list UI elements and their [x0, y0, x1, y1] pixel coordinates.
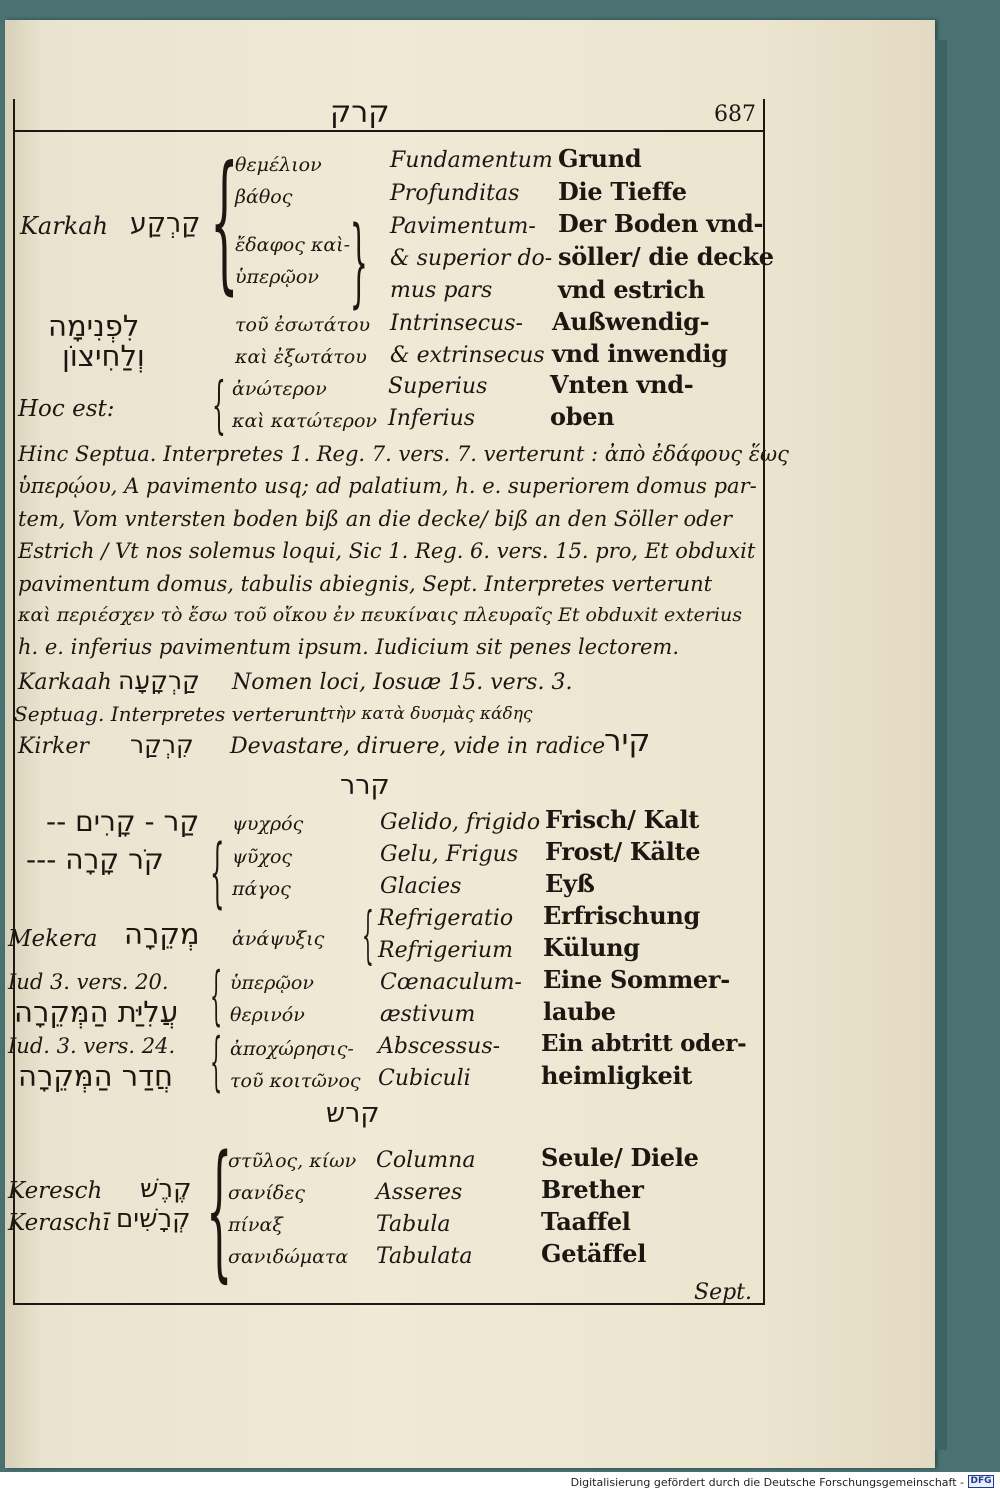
mekera-latin-2: Refrigerium — [378, 938, 513, 963]
entry2-hebrew-1: לִפְנִימָה — [48, 309, 140, 343]
qrsh-hebrew-2: קְרָשִׁים — [116, 1204, 191, 1234]
mekera-hebrew: מְקֵרָה — [124, 917, 200, 951]
entry1-german-5: vnd estrich — [558, 275, 705, 304]
iud1-latin-2: æstivum — [380, 1002, 476, 1027]
header-rule — [13, 130, 765, 132]
qrr-row1-hebrew: קַר - קָרִים -- — [46, 805, 200, 838]
entry2-latin-2: & extrinsecus — [390, 343, 545, 368]
qrsh-latin-1: Columna — [376, 1148, 476, 1173]
entry1-latin-4: & superior do- — [390, 246, 553, 271]
entry2-german-2: vnd inwendig — [552, 339, 728, 368]
qrsh-greek-1: στῦλος, κίων — [228, 1150, 357, 1172]
qrsh-german-3: Taaffel — [541, 1207, 631, 1236]
entry2-greek-2: καὶ ἐξωτάτου — [235, 346, 367, 368]
iud1-hebrew: עֲלִיַּת הַמְּקֵרָה — [14, 995, 179, 1029]
iud1-latin-1: Cœnaculum- — [380, 970, 522, 995]
qrsh-hebrew-1: קֶרֶשׁ — [140, 1174, 192, 1204]
paragraph-line-3: tem, Vom vntersten boden biß an die decke/ biß an den Söller oder — [18, 507, 733, 531]
entry2-hebrew-2: וְלַחִיצוֹן — [62, 339, 145, 373]
footer-credit: Digitalisierung gefördert durch die Deutsche Forschungsgemeinschaft - — [570, 1476, 964, 1489]
entry1-german-4: söller/ die decke — [558, 242, 774, 271]
iud2-hebrew: חֲדַר הַמְּקֵרָה — [18, 1059, 173, 1093]
qrsh-latin-3: Tabula — [376, 1212, 451, 1237]
entry3-german-1: Vnten vnd- — [550, 370, 694, 399]
entry2-latin-1: Intrinsecus- — [390, 311, 523, 336]
qrsh-greek-4: σανιδώματα — [228, 1246, 349, 1268]
iud1-brace: { — [210, 959, 223, 1033]
paragraph-line-4: Estrich / Vt nos solemus loqui, Sic 1. Reg. 6. vers. 15. pro, Et obduxit — [18, 539, 756, 563]
iud1-greek-2: θερινόν — [230, 1004, 305, 1026]
mekera-german-1: Erfrischung — [543, 901, 700, 930]
qrsh-brace: { — [206, 1124, 233, 1296]
entry3-latin-1: Superius — [388, 374, 488, 399]
header-hebrew: קרק — [330, 95, 390, 130]
paragraph-line-7: h. e. inferius pavimentum ipsum. Iudicium sit penes lectorem. — [18, 635, 680, 659]
entry1-latin-2: Profunditas — [390, 181, 520, 206]
entry1-greek-1: θεμέλιον — [235, 154, 322, 176]
kirker-gloss: Devastare, diruere, vide in radice — [230, 734, 606, 759]
kirker-root: קיר — [604, 723, 651, 759]
mekera-german-2: Külung — [543, 933, 640, 962]
entry1-greek-2: βάθος — [235, 186, 293, 208]
entry1-german-1: Grund — [558, 144, 642, 173]
entry1-inner-brace: { — [349, 206, 368, 318]
septuag-greek: τὴν κατὰ δυσμὰς κάδης — [326, 704, 533, 724]
qrr-row1-latin: Gelido, frigido — [380, 810, 541, 835]
iud1-german-1: Eine Sommer- — [543, 965, 730, 994]
paragraph-line-1: Hinc Septua. Interpretes 1. Reg. 7. vers. 7. verterunt : ἀπὸ ἐδάφους ἕως — [18, 442, 789, 466]
iud2-latin-2: Cubiculi — [378, 1066, 471, 1091]
entry1-brace: { — [210, 135, 239, 309]
entry3-latin-2: Inferius — [388, 406, 476, 431]
dfg-logo: DFG — [968, 1475, 994, 1488]
entry1-latin-1: Fundamentum — [390, 148, 553, 173]
qrsh-german-2: Brether — [541, 1175, 644, 1204]
paragraph-line-2: ὑπερῴου, A pavimento usq; ad palatium, h. e. superiorem domus par- — [18, 474, 757, 498]
qrsh-german-4: Getäffel — [541, 1239, 647, 1268]
iud2-ref: Iud. 3. vers. 24. — [8, 1034, 176, 1058]
iud2-german-1: Ein abtritt oder- — [541, 1030, 747, 1057]
qrr-row1-greek: ψυχρός — [232, 813, 304, 835]
qrr-row2-greek: ψῦχος — [232, 846, 293, 868]
qrr-row2-latin: Gelu, Frigus — [380, 842, 519, 867]
mekera-brace: { — [362, 898, 374, 971]
karkaah-translit: Karkaah — [18, 670, 112, 695]
mekera-greek: ἀνάψυξις — [232, 928, 325, 950]
iud2-greek-2: τοῦ κοιτῶνος — [230, 1070, 361, 1092]
iud2-brace: { — [210, 1025, 223, 1099]
paragraph-line-5: pavimentum domus, tabulis abiegnis, Sept. Interpretes verterunt — [18, 572, 713, 596]
entry3-german-2: oben — [550, 402, 615, 431]
iud1-ref: Iud 3. vers. 20. — [8, 970, 169, 994]
mekera-translit: Mekera — [8, 926, 98, 952]
entry3-brace: { — [212, 368, 226, 441]
iud1-greek-1: ὑπερῷον — [230, 972, 314, 994]
entry3-greek-1: ἀνώτερον — [232, 378, 327, 400]
iud2-german-2: heimligkeit — [541, 1061, 693, 1090]
entry1-greek-4: ὑπερῷον — [235, 266, 319, 288]
qrr-row2-hebrew: קֹר קָרָה --- — [26, 843, 164, 876]
qrsh-greek-3: πίναξ — [228, 1214, 283, 1236]
entry1-greek-3: ἔδαφος καὶ- — [235, 234, 351, 256]
page-number: 687 — [714, 102, 756, 127]
entry1-german-2: Die Tieffe — [558, 177, 687, 206]
entry3-label: Hoc est: — [18, 396, 115, 422]
catchword: Sept. — [694, 1280, 753, 1305]
entry1-hebrew: קַרְקַע — [130, 208, 201, 239]
iud2-latin-1: Abscessus- — [378, 1034, 501, 1059]
kirker-hebrew: קִרְקַר — [130, 730, 194, 759]
qrr-row3-latin: Glacies — [380, 874, 462, 899]
qrr-brace: { — [210, 827, 225, 916]
septuag-latin: Septuag. Interpretes verterunt — [14, 702, 328, 726]
iud2-greek-1: ἀποχώρησις- — [230, 1038, 354, 1060]
kirker-translit: Kirker — [18, 734, 89, 759]
entry1-latin-3: Pavimentum- — [390, 214, 536, 239]
karkaah-hebrew: קַרְקָעָה — [118, 666, 200, 695]
entry3-greek-2: καὶ κατώτερον — [232, 410, 377, 432]
page-edge — [935, 40, 947, 1450]
qrr-row3-german: Eyß — [545, 869, 595, 898]
qrr-row1-german: Frisch/ Kalt — [545, 805, 700, 834]
karkaah-gloss: Nomen loci, Iosuæ 15. vers. 3. — [232, 670, 573, 695]
qrsh-latin-4: Tabulata — [376, 1244, 473, 1269]
qrr-row3-greek: πάγος — [232, 878, 291, 900]
entry2-german-1: Außwendig- — [552, 307, 710, 336]
qrsh-latin-2: Asseres — [376, 1180, 463, 1205]
section-qrsh-heading: קרש — [326, 1098, 380, 1129]
qrsh-translit-2: Keraschī — [8, 1210, 110, 1236]
entry1-translit: Karkah — [20, 212, 109, 240]
section-qrr-heading: קרר — [340, 770, 390, 801]
entry2-greek-1: τοῦ ἐσωτάτου — [235, 314, 371, 336]
qrr-row2-german: Frost/ Kälte — [545, 837, 701, 866]
qrsh-translit-1: Keresch — [8, 1178, 103, 1204]
qrsh-greek-2: σανίδες — [228, 1182, 306, 1204]
paragraph-line-6: καὶ περιέσχεν τὸ ἔσω τοῦ οἴκου ἐν πευκίναις πλευραῖς Et obduxit exterius — [18, 604, 742, 626]
mekera-latin-1: Refrigeratio — [378, 906, 514, 931]
qrsh-german-1: Seule/ Diele — [541, 1143, 699, 1172]
iud1-german-2: laube — [543, 997, 616, 1026]
entry1-german-3: Der Boden vnd- — [558, 209, 764, 238]
entry1-latin-5: mus pars — [390, 278, 493, 303]
